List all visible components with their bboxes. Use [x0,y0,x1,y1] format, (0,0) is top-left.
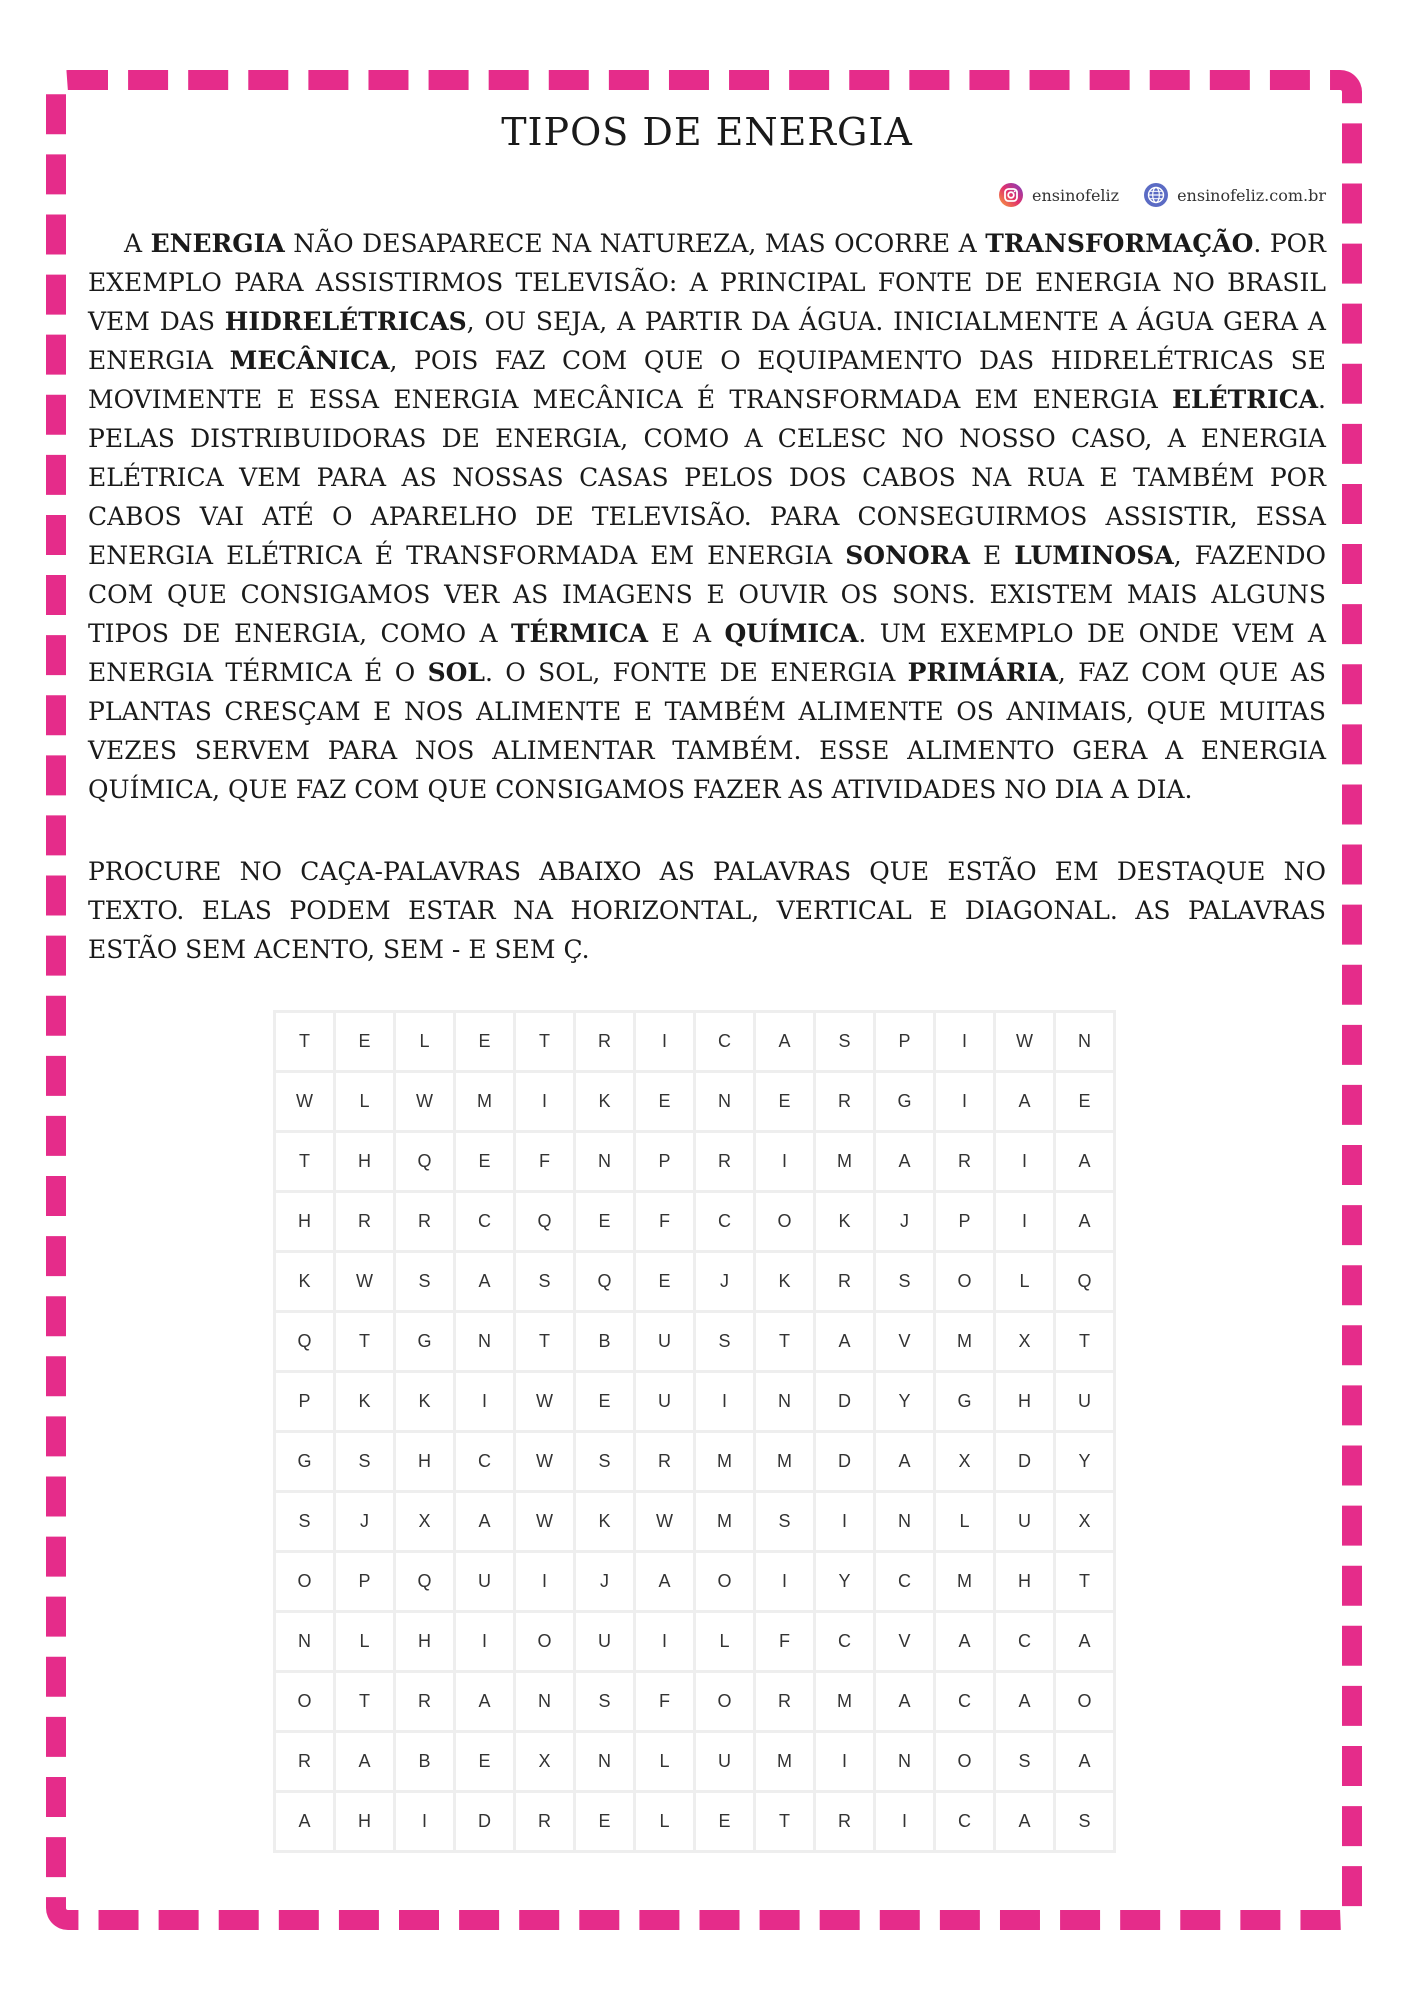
grid-cell[interactable]: W [395,1072,455,1132]
grid-cell[interactable]: A [755,1012,815,1072]
highlighted-word: MECÂNICA [229,346,390,375]
grid-cell[interactable]: L [935,1492,995,1552]
grid-cell[interactable]: C [875,1552,935,1612]
grid-cell[interactable]: R [335,1192,395,1252]
text-segment: . UM EXEMPLO DE ONDE VEM A ENERGIA TÉRMICA É O [88,619,1326,687]
grid-cell[interactable]: A [875,1432,935,1492]
globe-icon [1143,182,1169,208]
grid-cell[interactable]: Q [575,1252,635,1312]
grid-cell[interactable]: S [1055,1792,1115,1852]
grid-cell[interactable]: U [635,1372,695,1432]
grid-cell[interactable]: S [695,1312,755,1372]
grid-cell[interactable]: T [515,1012,575,1072]
grid-cell[interactable]: O [515,1612,575,1672]
intro-paragraph [88,224,1326,809]
grid-cell[interactable]: J [695,1252,755,1312]
grid-cell[interactable]: Q [275,1312,335,1372]
grid-cell[interactable]: R [635,1432,695,1492]
page-title: TIPOS DE ENERGIA [501,110,913,154]
grid-cell[interactable]: N [755,1372,815,1432]
text-segment: E [969,541,1015,570]
grid-cell[interactable]: R [935,1132,995,1192]
grid-cell[interactable]: E [575,1192,635,1252]
grid-cell[interactable]: I [695,1372,755,1432]
grid-cell[interactable]: R [695,1132,755,1192]
grid-cell[interactable]: L [335,1072,395,1132]
grid-row [275,1372,1115,1432]
grid-cell[interactable]: N [275,1612,335,1672]
grid-cell[interactable]: A [335,1732,395,1792]
grid-row [275,1192,1115,1252]
highlighted-word: PRIMÁRIA [907,658,1058,687]
grid-cell[interactable]: T [515,1312,575,1372]
highlighted-word: SOL [427,658,486,687]
grid-cell[interactable]: Q [395,1552,455,1612]
grid-cell[interactable]: H [335,1792,395,1852]
grid-cell[interactable]: M [935,1312,995,1372]
grid-cell[interactable]: M [815,1132,875,1192]
grid-cell[interactable]: I [935,1072,995,1132]
grid-cell[interactable]: M [755,1732,815,1792]
grid-cell[interactable]: N [695,1072,755,1132]
grid-cell[interactable]: W [275,1072,335,1132]
grid-cell[interactable]: U [455,1552,515,1612]
grid-cell[interactable]: Y [815,1552,875,1612]
grid-cell[interactable]: S [575,1432,635,1492]
grid-cell[interactable]: C [815,1612,875,1672]
word-search-grid [273,1010,1116,1853]
grid-cell[interactable]: U [695,1732,755,1792]
grid-cell[interactable]: O [935,1732,995,1792]
grid-cell[interactable]: I [935,1012,995,1072]
grid-cell[interactable]: I [635,1612,695,1672]
grid-cell[interactable]: G [935,1372,995,1432]
grid-cell[interactable]: N [455,1312,515,1372]
grid-cell[interactable]: A [455,1672,515,1732]
grid-cell[interactable]: A [815,1312,875,1372]
highlighted-word: SONORA [845,541,970,570]
grid-cell[interactable]: R [815,1072,875,1132]
grid-cell[interactable]: H [395,1612,455,1672]
grid-cell[interactable]: G [875,1072,935,1132]
grid-cell[interactable]: I [515,1552,575,1612]
text-segment: . O SOL, FONTE DE ENERGIA [485,658,908,687]
grid-cell[interactable]: U [1055,1372,1115,1432]
grid-cell[interactable]: E [635,1252,695,1312]
grid-cell[interactable]: N [575,1132,635,1192]
grid-cell[interactable]: A [995,1672,1055,1732]
instagram-handle: ensinofeliz [1031,185,1120,205]
grid-cell[interactable]: R [515,1792,575,1852]
text-segment: A [124,229,151,258]
social-links [998,180,1326,210]
grid-cell[interactable]: I [635,1012,695,1072]
grid-cell[interactable]: I [455,1372,515,1432]
grid-cell[interactable]: H [275,1192,335,1252]
grid-cell[interactable]: N [875,1732,935,1792]
grid-cell[interactable]: F [755,1612,815,1672]
grid-cell[interactable]: E [455,1732,515,1792]
grid-cell[interactable]: W [515,1432,575,1492]
grid-cell[interactable]: O [695,1672,755,1732]
grid-cell[interactable]: A [635,1552,695,1612]
grid-cell[interactable]: E [335,1012,395,1072]
grid-row [275,1672,1115,1732]
grid-cell[interactable]: C [935,1792,995,1852]
grid-cell[interactable]: I [875,1792,935,1852]
grid-cell[interactable]: H [395,1432,455,1492]
text-segment: . PELAS DISTRIBUIDORAS DE ENERGIA, COMO A CELESC NO NOSSO CASO, A ENERGIA ELÉTRICA VEM PARA AS NOSSAS CASAS PELOS DOS CABOS NA RUA E TAMBÉM POR CABOS VAI ATÉ O APARELHO DE TELEVISÃO. PARA CONSEGUIRMOS ASSISTIR, ESSA ENERGIA ELÉTRICA É TRANSFORMADA EM ENERGIA [88,385,1326,570]
grid-cell[interactable]: R [395,1192,455,1252]
grid-cell[interactable]: U [995,1492,1055,1552]
grid-cell[interactable]: E [755,1072,815,1132]
grid-cell[interactable]: W [635,1492,695,1552]
grid-cell[interactable]: N [875,1492,935,1552]
grid-cell[interactable]: N [1055,1012,1115,1072]
grid-cell[interactable]: S [755,1492,815,1552]
grid-cell[interactable]: K [335,1372,395,1432]
grid-cell[interactable]: A [935,1612,995,1672]
grid-cell[interactable]: D [995,1432,1055,1492]
grid-cell[interactable]: S [515,1252,575,1312]
grid-cell[interactable]: P [875,1012,935,1072]
text-segment: NÃO DESAPARECE NA NATUREZA, MAS OCORRE A [284,229,986,258]
grid-cell[interactable]: T [1055,1552,1115,1612]
grid-cell[interactable]: U [575,1612,635,1672]
grid-cell[interactable]: L [335,1612,395,1672]
grid-cell[interactable]: T [755,1792,815,1852]
grid-cell[interactable]: T [755,1312,815,1372]
highlighted-word: TÉRMICA [510,619,649,648]
grid-cell[interactable]: Y [875,1372,935,1432]
grid-cell[interactable]: B [575,1312,635,1372]
grid-cell[interactable]: Q [395,1132,455,1192]
grid-cell[interactable]: T [275,1132,335,1192]
grid-cell[interactable]: E [575,1372,635,1432]
grid-cell[interactable]: R [275,1732,335,1792]
grid-cell[interactable]: D [815,1432,875,1492]
grid-cell[interactable]: A [455,1252,515,1312]
grid-cell[interactable]: L [995,1252,1055,1312]
grid-cell[interactable]: K [275,1252,335,1312]
grid-cell[interactable]: A [1055,1132,1115,1192]
grid-cell[interactable]: M [815,1672,875,1732]
grid-row [275,1132,1115,1192]
grid-cell[interactable]: S [875,1252,935,1312]
grid-cell[interactable]: L [635,1732,695,1792]
grid-cell[interactable]: Y [1055,1432,1115,1492]
grid-cell[interactable]: I [995,1132,1055,1192]
text-segment: , FAZ COM QUE AS PLANTAS CRESÇAM E NOS ALIMENTE E TAMBÉM ALIMENTE OS ANIMAIS, QUE MUITAS VEZES SERVEM PARA NOS ALIMENTAR TAMBÉM. ESSE ALIMENTO GERA A ENERGIA QUÍMICA, QUE FAZ COM QUE CONSIGAMOS FAZER AS ATIVIDADES NO DIA A DIA. [88,658,1326,804]
text-segment: . POR EXEMPLO PARA ASSISTIRMOS TELEVISÃO: A PRINCIPAL FONTE DE ENERGIA NO BRASIL VEM DAS [88,229,1326,336]
grid-cell[interactable]: R [395,1672,455,1732]
grid-cell[interactable]: F [515,1132,575,1192]
instagram-icon [998,182,1024,208]
grid-cell[interactable]: S [335,1432,395,1492]
grid-row [275,1552,1115,1612]
grid-cell[interactable]: M [695,1492,755,1552]
grid-cell[interactable]: C [455,1432,515,1492]
instructions-paragraph: PROCURE NO CAÇA-PALAVRAS ABAIXO AS PALAVRAS QUE ESTÃO EM DESTAQUE NO TEXTO. ELAS PODEM ESTAR NA HORIZONTAL, VERTICAL E DIAGONAL. AS PALAVRAS ESTÃO SEM ACENTO, SEM - E SEM Ç. [88,857,1326,964]
grid-cell[interactable]: H [995,1372,1055,1432]
grid-cell[interactable]: R [755,1672,815,1732]
grid-cell[interactable]: K [575,1492,635,1552]
grid-cell[interactable]: C [455,1192,515,1252]
grid-cell[interactable]: X [1055,1492,1115,1552]
grid-cell[interactable]: O [275,1672,335,1732]
grid-cell[interactable]: R [815,1252,875,1312]
grid-cell[interactable]: E [635,1072,695,1132]
grid-cell[interactable]: N [515,1672,575,1732]
text-segment: , FAZENDO COM QUE CONSIGAMOS VER AS IMAGENS E OUVIR OS SONS. EXISTEM MAIS ALGUNS TIPOS DE ENERGIA, COMO A [88,541,1326,648]
grid-row [275,1612,1115,1672]
grid-cell[interactable]: V [875,1312,935,1372]
grid-row [275,1012,1115,1072]
grid-cell[interactable]: I [995,1192,1055,1252]
grid-cell[interactable]: E [455,1132,515,1192]
grid-cell[interactable]: I [395,1792,455,1852]
grid-cell[interactable]: W [515,1492,575,1552]
grid-cell[interactable]: K [755,1252,815,1312]
grid-cell[interactable]: X [515,1732,575,1792]
highlighted-word: ENERGIA [150,229,285,258]
text-segment: E A [648,619,725,648]
grid-cell[interactable]: A [1055,1732,1115,1792]
grid-cell[interactable]: O [1055,1672,1115,1732]
grid-cell[interactable]: R [575,1012,635,1072]
grid-row [275,1492,1115,1552]
grid-cell[interactable]: X [395,1492,455,1552]
grid-cell[interactable]: P [335,1552,395,1612]
grid-cell[interactable]: S [575,1672,635,1732]
grid-cell[interactable]: W [995,1012,1055,1072]
grid-row [275,1792,1115,1852]
grid-cell[interactable]: I [515,1072,575,1132]
grid-cell[interactable]: B [395,1732,455,1792]
grid-cell[interactable]: U [635,1312,695,1372]
grid-cell[interactable]: R [815,1792,875,1852]
grid-cell[interactable]: F [635,1672,695,1732]
grid-cell[interactable]: H [995,1552,1055,1612]
grid-cell[interactable]: A [1055,1612,1115,1672]
grid-cell[interactable]: A [995,1792,1055,1852]
grid-cell[interactable]: M [755,1432,815,1492]
grid-cell[interactable]: E [455,1012,515,1072]
grid-cell[interactable]: S [995,1732,1055,1792]
grid-cell[interactable]: T [1055,1312,1115,1372]
text-segment: , OU SEJA, A PARTIR DA ÁGUA. INICIALMENTE A ÁGUA GERA A ENERGIA [88,307,1326,375]
grid-cell[interactable]: X [995,1312,1055,1372]
grid-cell[interactable]: V [875,1612,935,1672]
grid-cell[interactable]: J [575,1552,635,1612]
grid-cell[interactable]: H [335,1132,395,1192]
highlighted-word: TRANSFORMAÇÃO [985,229,1254,258]
text-segment: , POIS FAZ COM QUE O EQUIPAMENTO DAS HIDRELÉTRICAS SE MOVIMENTE E ESSA ENERGIA MECÂNICA É TRANSFORMADA EM ENERGIA [88,346,1326,414]
grid-cell[interactable]: X [935,1432,995,1492]
grid-row [275,1072,1115,1132]
grid-cell[interactable]: S [815,1012,875,1072]
grid-cell[interactable]: A [275,1792,335,1852]
grid-cell[interactable]: L [695,1612,755,1672]
grid-cell[interactable]: W [335,1252,395,1312]
grid-cell[interactable]: I [755,1132,815,1192]
grid-cell[interactable]: J [875,1192,935,1252]
grid-cell[interactable]: C [995,1612,1055,1672]
grid-cell[interactable]: C [695,1012,755,1072]
grid-cell[interactable]: K [575,1072,635,1132]
grid-cell[interactable]: M [695,1432,755,1492]
grid-cell[interactable]: O [695,1552,755,1612]
grid-cell[interactable]: T [335,1672,395,1732]
grid-cell[interactable]: I [815,1492,875,1552]
grid-cell[interactable]: I [455,1612,515,1672]
grid-cell[interactable]: T [335,1312,395,1372]
grid-cell[interactable]: A [455,1492,515,1552]
highlighted-word: LUMINOSA [1014,541,1174,570]
website-url: ensinofeliz.com.br [1177,185,1326,205]
grid-cell[interactable]: P [935,1192,995,1252]
grid-cell[interactable]: P [275,1372,335,1432]
grid-cell[interactable]: L [395,1012,455,1072]
grid-cell[interactable]: M [935,1552,995,1612]
grid-cell[interactable]: S [275,1492,335,1552]
grid-cell[interactable]: O [275,1552,335,1612]
grid-cell[interactable]: Q [1055,1252,1115,1312]
grid-cell[interactable]: A [995,1072,1055,1132]
grid-cell[interactable]: Q [515,1192,575,1252]
grid-cell[interactable]: P [635,1132,695,1192]
grid-cell[interactable]: E [575,1792,635,1852]
grid-cell[interactable]: F [635,1192,695,1252]
grid-cell[interactable]: A [875,1132,935,1192]
grid-cell[interactable]: D [455,1792,515,1852]
grid-cell[interactable]: E [1055,1072,1115,1132]
grid-cell[interactable]: A [875,1672,935,1732]
highlighted-word: HIDRELÉTRICAS [224,307,467,336]
instagram-link[interactable] [998,182,1119,208]
grid-cell[interactable]: O [935,1252,995,1312]
grid-row [275,1432,1115,1492]
grid-row [275,1312,1115,1372]
grid-cell[interactable]: J [335,1492,395,1552]
grid-cell[interactable]: C [695,1192,755,1252]
website-link[interactable] [1143,182,1326,208]
grid-cell[interactable]: G [395,1312,455,1372]
grid-cell[interactable]: C [935,1672,995,1732]
grid-cell[interactable]: N [575,1732,635,1792]
grid-cell[interactable]: D [815,1372,875,1432]
grid-cell[interactable]: O [755,1192,815,1252]
grid-cell[interactable]: G [275,1432,335,1492]
grid-cell[interactable]: T [275,1012,335,1072]
grid-row [275,1252,1115,1312]
highlighted-word: ELÉTRICA [1171,385,1319,414]
grid-cell[interactable]: A [1055,1192,1115,1252]
grid-cell[interactable]: I [755,1552,815,1612]
grid-cell[interactable]: L [635,1792,695,1852]
grid-row [275,1732,1115,1792]
grid-cell[interactable]: M [455,1072,515,1132]
grid-cell[interactable]: E [695,1792,755,1852]
grid-cell[interactable]: W [515,1372,575,1432]
grid-cell[interactable]: S [395,1252,455,1312]
grid-cell[interactable]: I [815,1732,875,1792]
grid-cell[interactable]: K [395,1372,455,1432]
grid-cell[interactable]: K [815,1192,875,1252]
highlighted-word: QUÍMICA [724,619,859,648]
